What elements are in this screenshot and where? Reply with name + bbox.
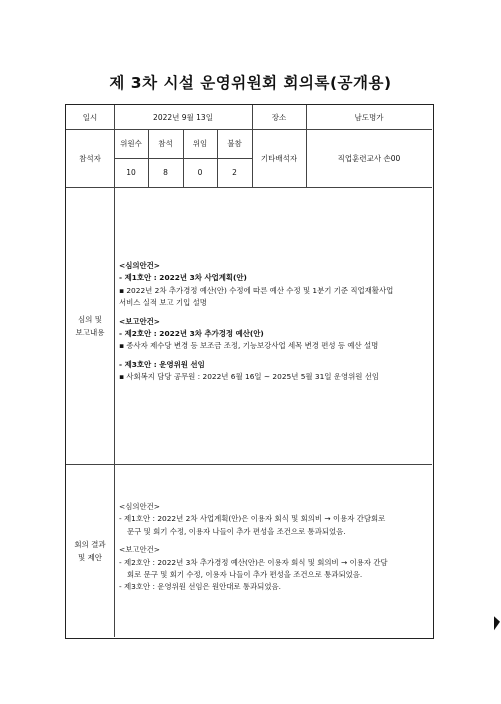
content-line: <보고안건> — [119, 316, 160, 326]
deliberation-content — [119, 260, 393, 384]
minutes-table — [65, 104, 434, 639]
content-line: <심의안건> — [119, 502, 160, 511]
deliberation-label-line2: 보고내용 — [75, 327, 105, 337]
attendees-label: 참석자 — [79, 153, 101, 163]
value-members: 10 — [126, 168, 136, 177]
value-absent: 2 — [232, 168, 237, 177]
value-present: 8 — [163, 168, 168, 177]
header-members: 위원수 — [120, 139, 142, 148]
content-line: ▪ 사회복지 담당 공무원 : 2022년 6월 16일 ~ 2025년 5월 31일 운영위원 선임 — [119, 372, 379, 382]
content-line: 문구 및 회기 수정, 이용자 나들이 추가 편성을 조건으로 통과되었음. — [127, 526, 346, 536]
content-line: - 제2호안 : 2022년 3차 추가경정 예산(안) — [119, 329, 264, 339]
content-line: - 제3호안 : 운영위원 선임 — [119, 359, 205, 369]
others-label: 기타배석자 — [260, 153, 298, 163]
date-label: 일시 — [82, 112, 98, 122]
content-line: ▪ 2022년 2차 추가경정 예산(안) 수정에 따른 예산 수정 및 1분기 기준 직업재활사업 — [119, 285, 394, 295]
content-line: 서비스 실적 보고 기입 설명 — [119, 298, 207, 308]
deliberation-label — [66, 187, 114, 464]
others-value: 직업훈련교사 손00 — [337, 153, 401, 163]
header-present: 참석 — [158, 139, 173, 148]
content-line: - 제1호안 : 2022년 3차 사업계획(안) — [119, 273, 247, 283]
place-label: 장소 — [271, 112, 287, 122]
content-line: - 제3호안 : 운영위원 선임은 원안대로 통과되었음. — [119, 582, 281, 592]
content-line: - 제2호안 : 2022년 3차 추가경정 예산(안)은 이용자 회식 및 회의비 → 이용자 간담 — [119, 557, 388, 567]
content-line: <보고안건> — [119, 545, 160, 555]
header-absent: 불참 — [227, 139, 242, 148]
page-title: 제 3차 시설 운영위원회 회의록(공개용) — [109, 74, 392, 92]
results-content — [119, 501, 388, 594]
deliberation-label-line1: 심의 및 — [77, 314, 103, 324]
results-label-line1: 회의 결과 — [74, 539, 106, 549]
content-line: <심의안건> — [119, 261, 160, 270]
content-line: - 제1호안 : 2022년 2차 사업계획(안)은 이용자 회식 및 회의비 → 이용자 간담회로 — [119, 514, 386, 524]
content-line: 회로 문구 및 회기 수정, 이용자 나들이 추가 편성을 조건으로 통과되었음. — [127, 570, 363, 580]
place-value: 남도명가 — [354, 112, 384, 122]
value-proxy: 0 — [197, 168, 203, 177]
results-label — [66, 464, 114, 637]
content-line: ▪ 종사자 제수당 변경 등 보조금 조정, 기능보강사업 세목 변경 편성 등 예산 설명 — [119, 341, 379, 351]
mouse-pointer-icon — [494, 616, 500, 632]
header-proxy: 위임 — [192, 139, 208, 148]
date-value: 2022년 9월 13일 — [153, 112, 213, 122]
results-label-line2: 및 제안 — [77, 552, 103, 562]
